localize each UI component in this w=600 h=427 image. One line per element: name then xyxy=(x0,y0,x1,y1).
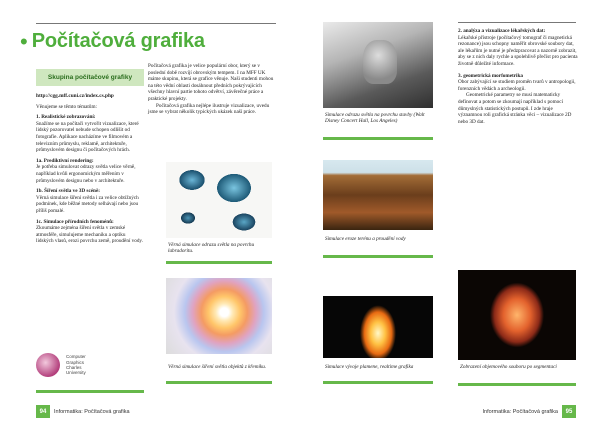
sidebar-item-head: 1a. Prediktivní rendering: xyxy=(36,157,94,164)
intro-column xyxy=(148,63,276,116)
column-rule xyxy=(458,22,576,23)
sidebar-item-head: 1c. Simulace přírodních fenoménů: xyxy=(36,218,114,225)
labradorite-image xyxy=(166,162,272,238)
bullet-icon: • xyxy=(20,28,28,54)
sidebar-link[interactable]: http://cgg.mff.cuni.cz/index.cs.php xyxy=(36,93,114,99)
page-title xyxy=(20,30,205,53)
sidebar-item-body: Je potřeba simulovat odrazy světla velice věrně, například kvůli ergonomickým měřením v průmyslovém designu nebo v architektuře. xyxy=(36,164,136,184)
sidebar-item-head: 1. Realistické zobrazování: xyxy=(36,114,96,121)
page-number: 94 xyxy=(36,405,50,418)
caption-concert-hall: Simulace odrazu světla na povrchu stavby (Walt Disney Concert Hall, Los Angeles) xyxy=(325,112,425,125)
logo-text xyxy=(66,354,86,376)
intro-paragraph: Počítačová grafika je velice populární obor, který se v poslední době rozvíjí obrovským tempem. I na MFF UK máme skupinu, která se grafice věnuje. Naši studenti mohou na této vědní oblasti dosáhnout předních pokrývajících všechny hlavní partie tohoto odvětví, závěrečné práce a praktické projekty. xyxy=(148,63,274,102)
ct-volume-image xyxy=(458,270,576,360)
sidebar-item xyxy=(36,114,144,154)
intro-paragraph: Počítačová grafika nejlépe ilustruje vizualizace, uvedu jsme se vybrat několik typických ukázek naší práce. xyxy=(148,102,270,116)
spheres-image xyxy=(166,278,272,354)
footer-text: Informatika: Počítačová grafika xyxy=(54,408,130,415)
flame-image xyxy=(323,296,433,358)
right-text-column xyxy=(458,26,578,125)
caption-terrain: Simulace eroze terénu a proudění vody xyxy=(325,236,406,242)
terrain-image xyxy=(323,160,433,230)
section-heading: 3. geometrická morfometrika xyxy=(458,72,523,79)
section-heading: 2. analýza a vizualizace lékařských dat: xyxy=(458,28,546,34)
footer-right xyxy=(482,405,576,418)
logo-line: University xyxy=(66,370,86,376)
page-number: 95 xyxy=(562,405,576,418)
sidebar-box xyxy=(36,63,144,393)
section-body: Geometrické parametry se musí matematicky definovat a potom se zkoumají například s pomocí důmyslných statistických postupů. I zde hraje významnou roli grafická stránka věci – vizualizace 2D nebo 3D dat. xyxy=(458,92,572,125)
title-rule xyxy=(36,23,276,24)
sidebar-item xyxy=(36,219,144,245)
sidebar-item-body: Věrná simulace šíření světla i za velice obtížných podmínek, kde běžné metody selhávají nebo jsou příliš pomalé. xyxy=(36,194,139,214)
sidebar-intro: Věnujeme se těmto tématům: xyxy=(36,103,97,110)
caption-ct: Zobrazení objemového souboru po segmentaci xyxy=(460,364,557,370)
caption-spheres: Věrná simulace šíření světla objektů z křemíku. xyxy=(168,364,267,370)
logo-line: Computer xyxy=(66,354,86,360)
sidebar-item-head: 1b. Šíření světla ve 3D scéně: xyxy=(36,188,100,195)
footer-left xyxy=(36,405,130,418)
sidebar-item xyxy=(36,158,144,184)
sidebar-item xyxy=(36,188,144,214)
footer-text: Informatika: Počítačová grafika xyxy=(482,408,558,415)
page-title-text: Počítačová grafika xyxy=(31,30,205,52)
logo-line: Graphics xyxy=(66,359,85,365)
logo-disc-icon xyxy=(36,353,60,377)
logo-line: Charles xyxy=(66,365,82,370)
section-body: Lékařské přístroje (počítačový tomograf či magnetická rezonance) jsou schopny naměřit obrovské soubory dat, ale lékařům je nutné je předzpracovat a nazorně zobrazit, aby se z nich daly rychle a spolehlivě přečíst pro pacienta životně důležité informace. xyxy=(458,34,578,67)
concert-hall-image xyxy=(323,22,433,108)
sidebar-item-body: Snažíme se na počítači vytvořit vizualizace, které lidský pozorovatel nebude schopen odlišit od fotografie. Aplikace nacházíme ve filmovém a televizním průmyslu, reklamě, architektuře, průmyslovém designu či počítačových hrách. xyxy=(36,120,139,154)
sidebar-item-body: Zkoumáme zejména šíření světla v zemské atmosféře, simulujeme mechaniku a optiku lidských vlasů, erozi povrchu země, proudění vody. xyxy=(36,225,143,245)
caption-flame: Simulace vývoje plamene, realtime grafika xyxy=(325,364,414,370)
sidebar-heading: Skupina počítačové grafiky xyxy=(36,69,144,86)
section-body: Obor zabývající se studiem proměn tvarů v antropologii, forenzních vědách a archeologii. xyxy=(458,79,576,92)
caption-labradorite: Věrná simulace odrazu světla na povrchu labradoritu. xyxy=(168,242,255,255)
cgg-logo xyxy=(36,353,86,377)
